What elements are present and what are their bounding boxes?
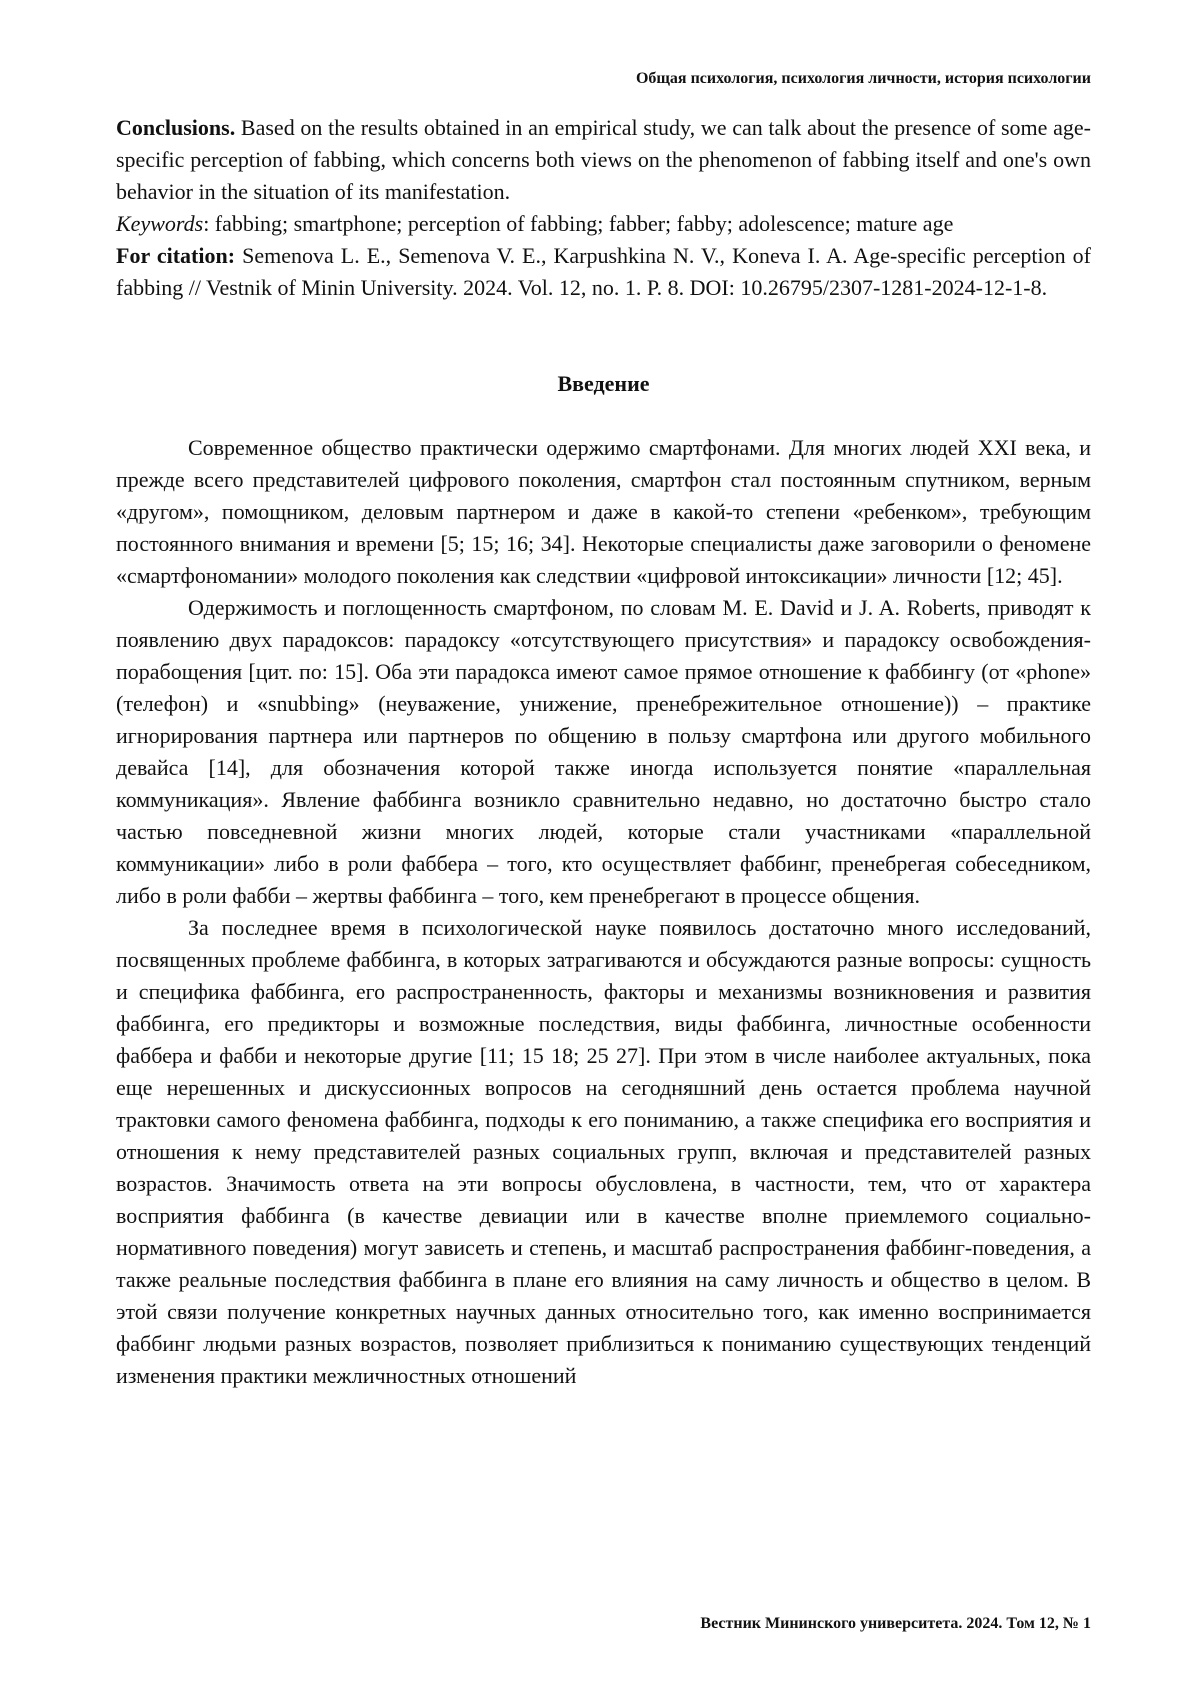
running-footer: Вестник Мининского университета. 2024. Том 12, № 1: [700, 1615, 1091, 1632]
running-header: Общая психология, психология личности, история психологии: [635, 70, 1091, 87]
citation-paragraph: [116, 240, 1091, 304]
keywords-label: Keywords: [116, 211, 204, 236]
keywords-text: : fabbing; smartphone; perception of fabbing; fabber; fabby; adolescence; mature age: [203, 211, 954, 236]
citation-text: Semenova L. E., Semenova V. E., Karpushkina N. V., Koneva I. A. Age-specific perception of fabbing // Vestnik of Minin University. 2024. Vol. 12, no. 1. P. 8. DOI: 10.26795/2307-1281-2024-12-1-8.: [116, 243, 1091, 300]
keywords-paragraph: [116, 208, 1091, 240]
intro-paragraph-3: За последнее время в психологической науке появилось достаточно много исследований, посвященных проблеме фаббинга, в которых затрагиваются и обсуждаются разные вопросы: сущность и специфика фаббинга, его распространенность, факторы и механизмы возникновения и развития фаббинга, его предикторы и возможные последствия, виды фаббинга, личностные особенности фаббера и фабби и некоторые другие [11; 15 18; 25 27]. При этом в числе наиболее актуальных, пока еще нерешенных и дискуссионных вопросов на сегодняшний день остается проблема научной трактовки самого феномена фаббинга, подходы к его пониманию, а также специфика его восприятия и отношения к нему представителей разных социальных групп, включая и представителей разных возрастов. Значимость ответа на эти вопросы обусловлена, в частности, тем, что от характера восприятия фаббинга (в качестве девиации или в качестве вполне приемлемого социально-нормативного поведения) могут зависеть и степень, и масштаб распространения фаббинг-поведения, а также реальные последствия фаббинга в плане его влияния на саму личность и общество в целом. В этой связи получение конкретных научных данных относительно того, как именно воспринимается фаббинг людьми разных возрастов, позволяет приблизиться к пониманию существующих тенденций изменения практики межличностных отношений: [116, 915, 1091, 1388]
conclusions-paragraph: [116, 112, 1091, 208]
citation-label: For citation:: [116, 243, 236, 268]
conclusions-label: Conclusions.: [116, 115, 236, 140]
conclusions-text: Based on the results obtained in an empirical study, we can talk about the presence of some age-specific perception of fabbing, which concerns both views on the phenomenon of fabbing itself and one's own behavior in the situation of its manifestation.: [116, 115, 1091, 204]
intro-paragraph-2: Одержимость и поглощенность смартфоном, по словам M. E. David и J. A. Roberts, приводят к появлению двух парадоксов: парадоксу «отсутствующего присутствия» и парадоксу освобождения-порабощения [цит. по: 15]. Оба эти парадокса имеют самое прямое отношение к фаббингу (от «phone» (телефон) и «snubbing» (неуважение, унижение, пренебрежительное отношение)) – практике игнорирования партнера или партнеров по общению в пользу смартфона или другого мобильного девайса [14], для обозначения которой также иногда используется понятие «параллельная коммуникация». Явление фаббинга возникло сравнительно недавно, но достаточно быстро стало частью повседневной жизни многих людей, которые стали участниками «параллельной коммуникации» либо в роли фаббера – того, кто осуществляет фаббинг, пренебрегая собеседником, либо в роли фабби – жертвы фаббинга – того, кем пренебрегают в процессе общения.: [116, 595, 1091, 908]
article-content: [116, 112, 1091, 1392]
document-page: [116, 0, 1091, 1697]
intro-paragraph-1: Современное общество практически одержимо смартфонами. Для многих людей XXI века, и прежде всего представителей цифрового поколения, смартфон стал постоянным спутником, верным «другом», помощником, деловым партнером и даже в какой-то степени «ребенком», требующим постоянного внимания и времени [5; 15; 16; 34]. Некоторые специалисты даже заговорили о феномене «смартфономании» молодого поколения как следствии «цифровой интоксикации» личности [12; 45].: [116, 435, 1091, 588]
section-title-introduction: Введение: [557, 371, 650, 396]
